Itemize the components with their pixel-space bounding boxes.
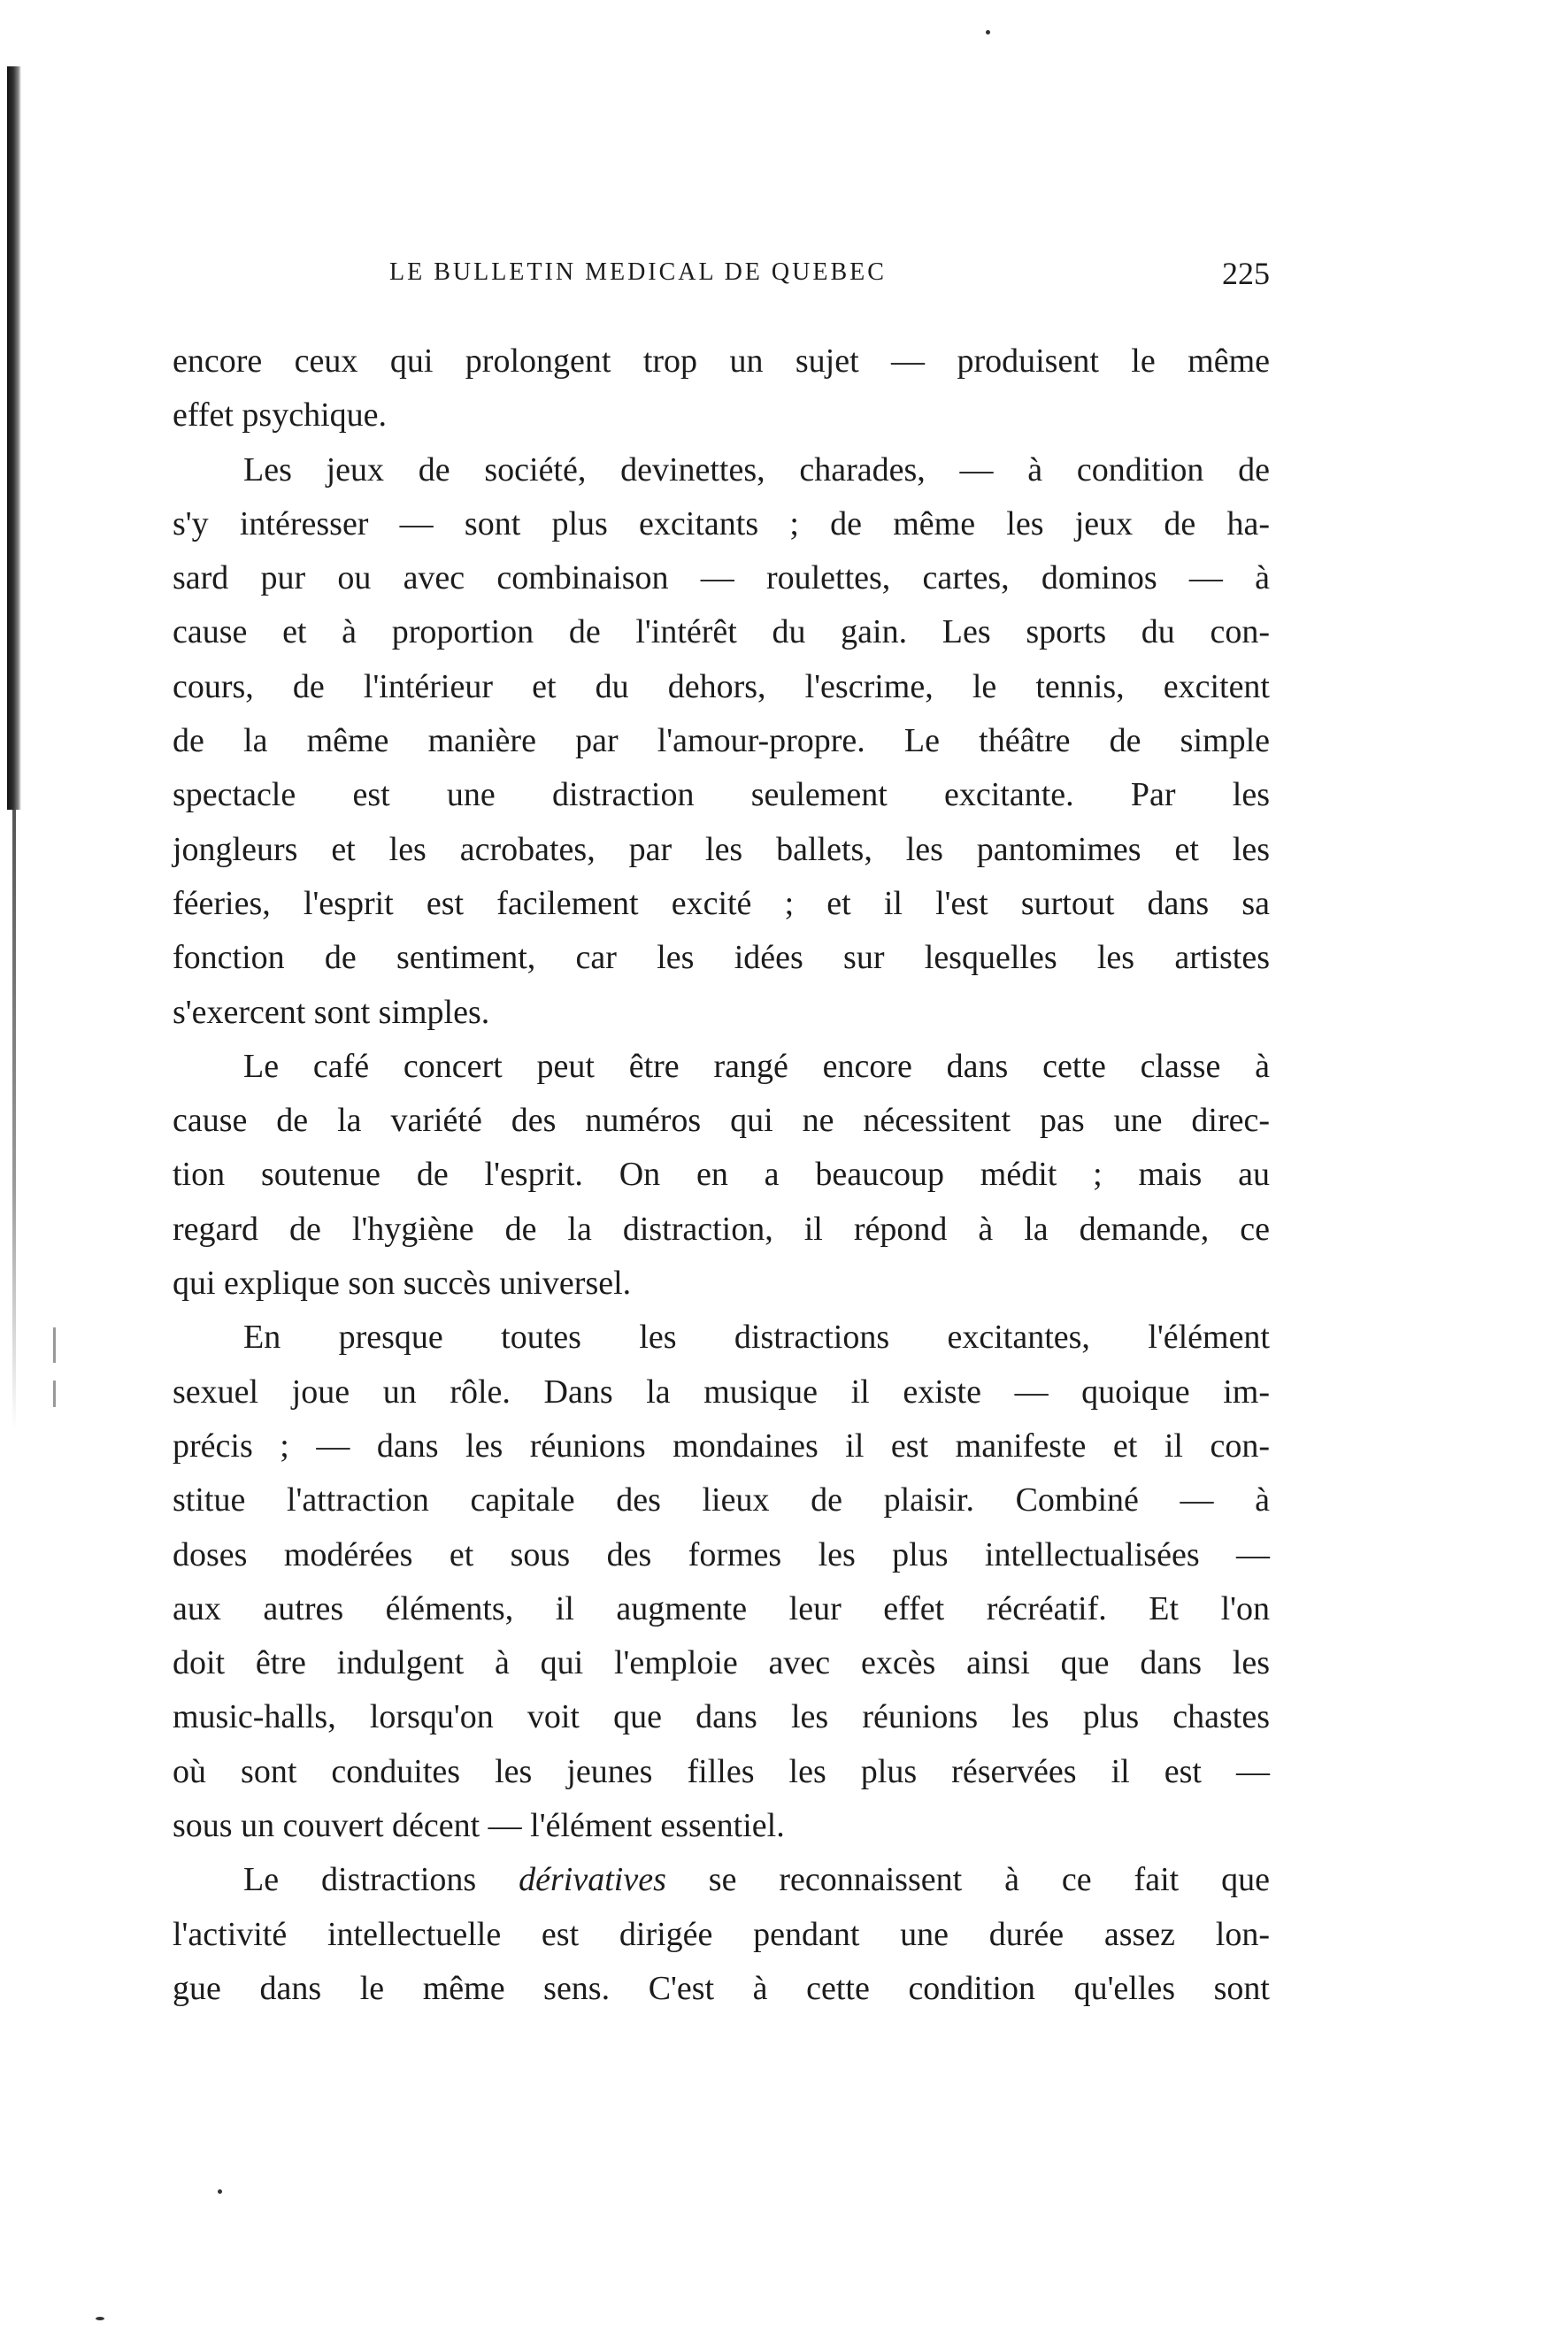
text-line: doit être indulgent à qui l'emploie avec excès ainsi que dans les <box>173 1644 1270 1682</box>
text-line: gue dans le même sens. C'est à cette condition qu'elles sont <box>173 1969 1270 2007</box>
running-head <box>173 258 1270 294</box>
running-title: LE BULLETIN MEDICAL DE QUEBEC <box>389 258 887 286</box>
text-line: sexuel joue un rôle. Dans la musique il existe — quoique im- <box>173 1373 1270 1411</box>
text-line: s'exercent sont simples. <box>173 993 490 1031</box>
text-line: spectacle est une distraction seulement excitante. Par les <box>173 776 1270 814</box>
text-line: effet psychique. <box>173 396 387 435</box>
text-line: Les jeux de société, devinettes, charades, — à condition de <box>243 450 1270 488</box>
scan-edge-mark <box>53 1381 56 1407</box>
text-line: Le café concert peut être rangé encore dans cette classe à <box>243 1047 1270 1085</box>
text-line: music-halls, lorsqu'on voit que dans les réunions les plus chastes <box>173 1698 1270 1736</box>
text-line: de la même manière par l'amour-propre. Le théâtre de simple <box>173 722 1270 760</box>
text-line: précis ; — dans les réunions mondaines il est manifeste et il con- <box>173 1427 1270 1465</box>
text-line: cours, de l'intérieur et du dehors, l'escrime, le tennis, excitent <box>173 667 1270 705</box>
text-line: sard pur ou avec combinaison — roulettes, cartes, dominos — à <box>173 559 1270 597</box>
emphasis: dérivatives <box>519 1861 666 1899</box>
text-line: fonction de sentiment, car les idées sur lesquelles les artistes <box>173 939 1270 977</box>
text-line: En presque toutes les distractions excitantes, l'élément <box>243 1319 1270 1357</box>
text-line: aux autres éléments, il augmente leur effet récréatif. Et l'on <box>173 1589 1270 1627</box>
text-line: jongleurs et les acrobates, par les ballets, les pantomimes et les <box>173 830 1270 868</box>
text-line: l'activité intellectuelle est dirigée pendant une durée assez lon- <box>173 1915 1270 1953</box>
body-text <box>173 335 1270 2016</box>
scan-edge-shadow <box>7 66 21 810</box>
scan-edge-shadow-faint <box>12 810 16 1429</box>
text-line: cause et à proportion de l'intérêt du gain. Les sports du con- <box>173 613 1270 651</box>
scan-speck <box>96 2317 104 2320</box>
text-line: Le distractions dérivatives se reconnaissent à ce fait que <box>243 1861 1270 1899</box>
scan-edge-mark <box>53 1327 56 1363</box>
text-line: tion soutenue de l'esprit. On en a beaucoup médit ; mais au <box>173 1156 1270 1194</box>
text-line: féeries, l'esprit est facilement excité ; et il l'est surtout dans sa <box>173 884 1270 922</box>
text-line: s'y intéresser — sont plus excitants ; de même les jeux de ha- <box>173 504 1270 542</box>
text-line: qui explique son succès universel. <box>173 1265 632 1303</box>
page-number: 225 <box>1222 256 1270 291</box>
text-line: où sont conduites les jeunes filles les plus réservées il est — <box>173 1752 1270 1790</box>
text-line: doses modérées et sous des formes les plus intellectualisées — <box>173 1535 1270 1573</box>
text-line: cause de la variété des numéros qui ne nécessitent pas une direc- <box>173 1102 1270 1140</box>
scan-speck <box>986 30 990 35</box>
text-line: regard de l'hygiène de la distraction, il répond à la demande, ce <box>173 1210 1270 1248</box>
text-line: encore ceux qui prolongent trop un sujet — produisent le même <box>173 342 1270 380</box>
text-line: stitue l'attraction capitale des lieux de plaisir. Combiné — à <box>173 1481 1270 1519</box>
scan-speck <box>218 2189 222 2194</box>
text-line: sous un couvert décent — l'élément essentiel. <box>173 1807 785 1845</box>
